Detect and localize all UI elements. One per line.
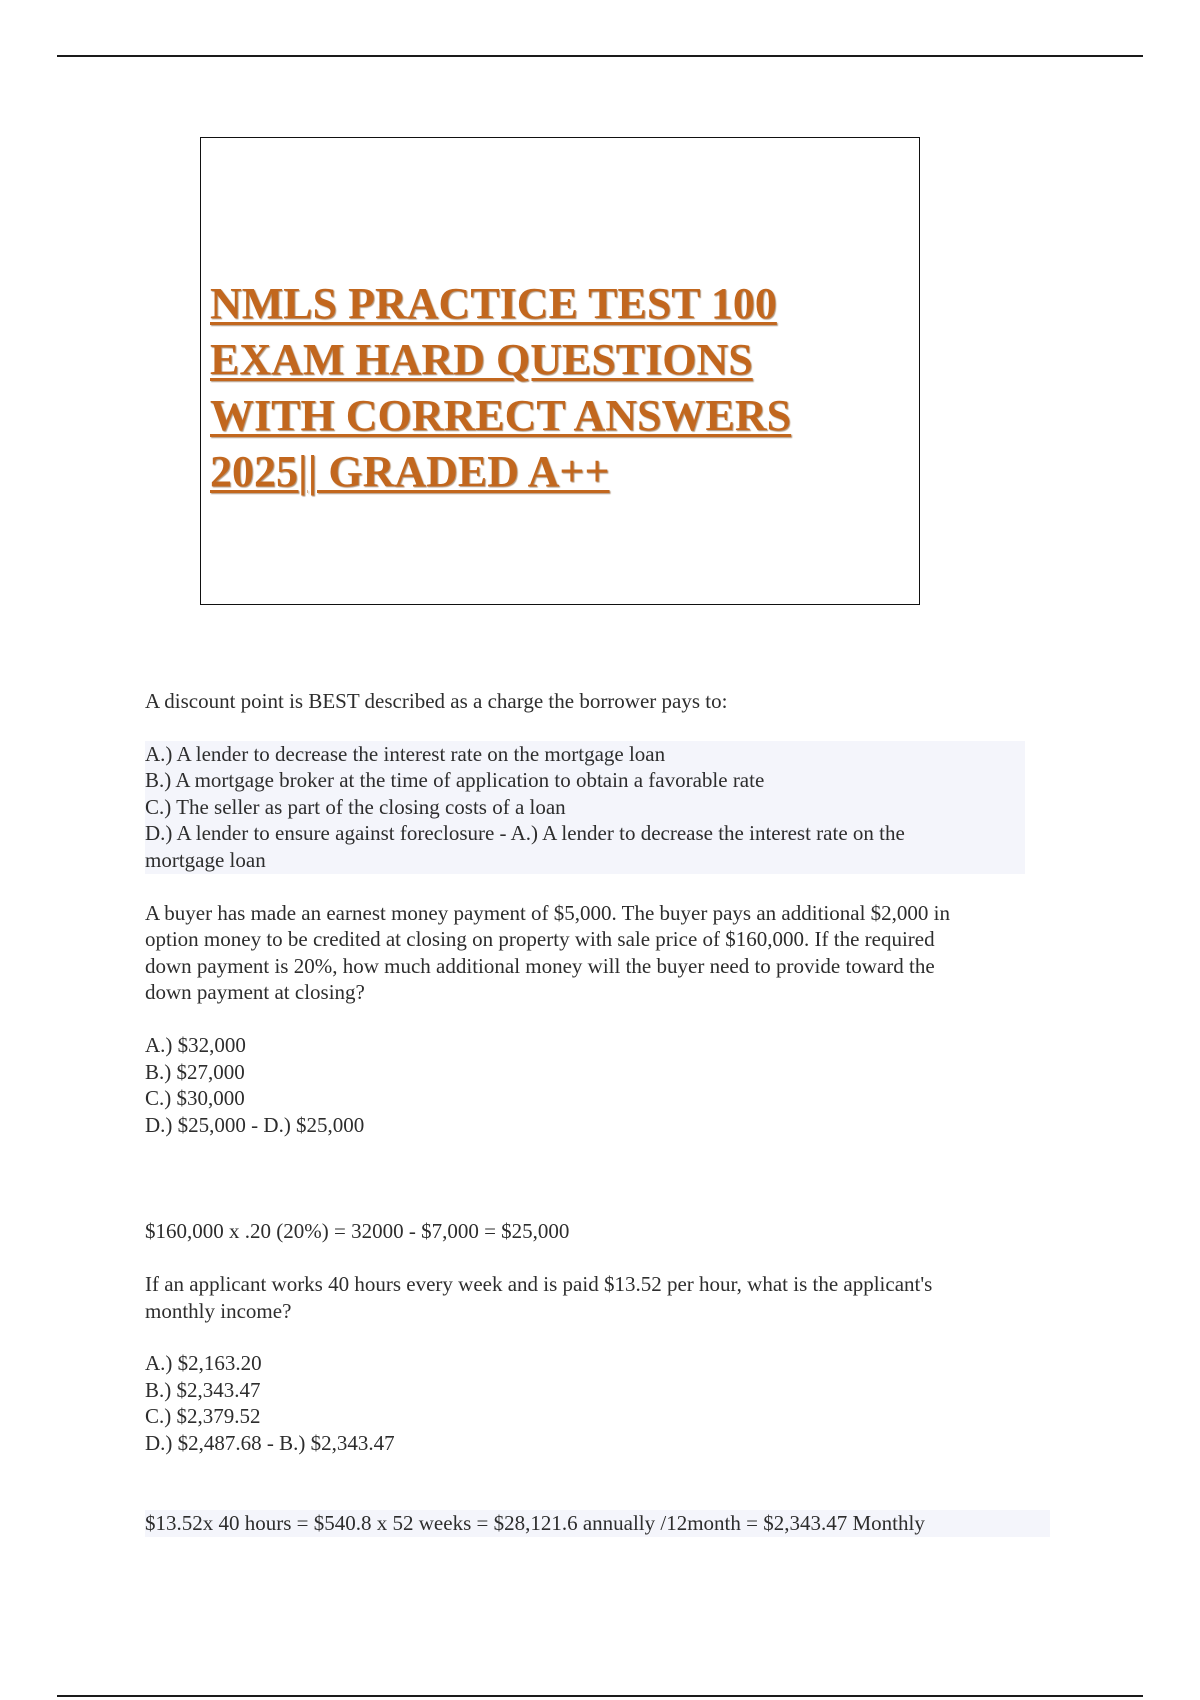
question-prompt: A buyer has made an earnest money payment of $5,000. The buyer pays an additional $2,000 in option money to be credited at closing on property with sale price of $160,000. If the required down payment is 20%, how much additional money will the buyer need to provide toward the down payment at closing?: [145, 900, 950, 1005]
answer-option: B.) $2,343.47: [145, 1377, 261, 1402]
title-line: NMLS PRACTICE TEST 100: [210, 279, 777, 328]
answer-option: A.) $2,163.20: [145, 1351, 262, 1376]
title-line: EXAM HARD QUESTIONS: [210, 335, 753, 384]
question-prompt: A discount point is BEST described as a charge the borrower pays to:: [145, 689, 728, 713]
answer-option: mortgage loan: [145, 847, 266, 872]
answer-option: C.) $2,379.52: [145, 1404, 261, 1429]
question-block: [145, 688, 1085, 874]
footer-rule: [57, 1695, 1143, 1697]
answer-options: [145, 1350, 1085, 1456]
answer-option: B.) A mortgage broker at the time of application to obtain a favorable rate: [145, 768, 765, 793]
answer-option: D.) $25,000 - D.) $25,000: [145, 1112, 365, 1137]
answer-explanation: $13.52x 40 hours = $540.8 x 52 weeks = $28,121.6 annually /12month = $2,343.47 Monthly: [145, 1510, 1050, 1537]
answer-explanation: $160,000 x .20 (20%) = 32000 - $7,000 = $25,000: [145, 1219, 570, 1244]
header-rule: [57, 55, 1143, 57]
answer-options: [145, 1032, 1085, 1138]
question-prompt: If an applicant works 40 hours every week and is paid $13.52 per hour, what is the applicant's monthly income?: [145, 1271, 933, 1323]
question-list: [145, 688, 1085, 1537]
title-line: WITH CORRECT ANSWERS: [210, 391, 792, 440]
answer-option: D.) $2,487.68 - B.) $2,343.47: [145, 1430, 395, 1455]
title-line: 2025|| GRADED A++: [210, 447, 610, 496]
question-block: [145, 900, 1085, 1245]
answer-option: D.) A lender to ensure against foreclosure - A.) A lender to decrease the interest rate on the: [145, 821, 905, 846]
document-title: [210, 276, 900, 500]
answer-option: A.) $32,000: [145, 1032, 246, 1057]
answer-option: B.) $27,000: [145, 1059, 245, 1084]
answer-option: C.) $30,000: [145, 1086, 245, 1111]
question-block: [145, 1271, 1085, 1537]
answer-option: A.) A lender to decrease the interest rate on the mortgage loan: [145, 741, 666, 766]
answer-option: C.) The seller as part of the closing costs of a loan: [145, 794, 566, 819]
answer-options: [145, 741, 1025, 874]
title-box: [200, 137, 920, 605]
